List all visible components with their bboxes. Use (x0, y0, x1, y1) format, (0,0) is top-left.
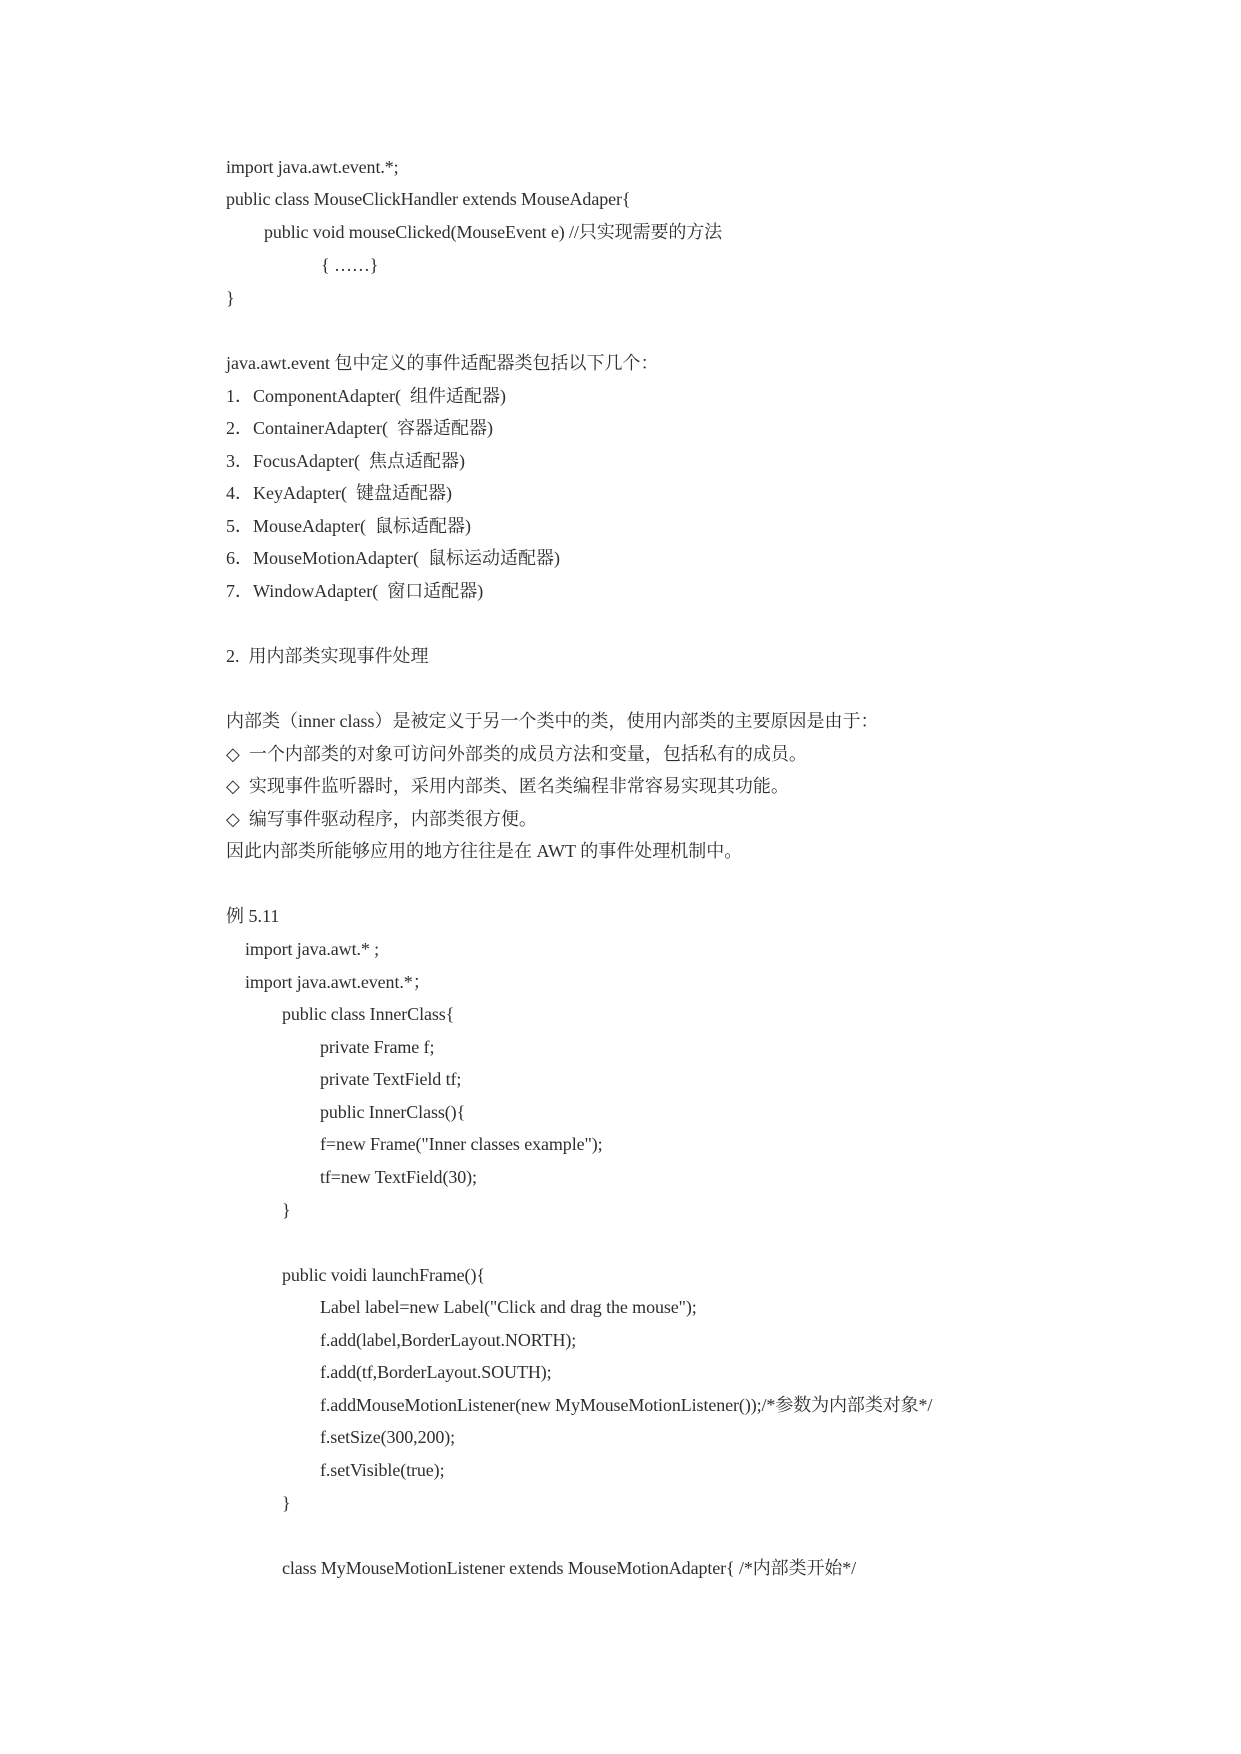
code-line: import java.awt.event.*； (245, 972, 431, 992)
paragraph: 内部类（inner class）是被定义于另一个类中的类，使用内部类的主要原因是由于： (226, 711, 879, 731)
code-line: import java.awt.event.*; (226, 157, 399, 177)
list-item: 1．ComponentAdapter( 组件适配器) (226, 386, 506, 406)
paragraph: 因此内部类所能够应用的地方往往是在 AWT 的事件处理机制中。 (226, 841, 743, 861)
list-item: 7．WindowAdapter( 窗口适配器) (226, 581, 484, 601)
paragraph: java.awt.event 包中定义的事件适配器类包括以下几个： (226, 353, 659, 373)
code-line: f.add(tf,BorderLayout.SOUTH); (320, 1362, 552, 1382)
code-line: private TextField tf; (320, 1069, 462, 1089)
code-line: public void mouseClicked(MouseEvent e) //只实现需要的方法 (264, 222, 723, 242)
code-line: tf=new TextField(30); (320, 1167, 477, 1187)
code-line: f.setVisible(true); (320, 1460, 445, 1480)
list-item: 2．ContainerAdapter( 容器适配器) (226, 418, 493, 438)
code-line: f=new Frame("Inner classes example"); (320, 1134, 603, 1154)
bullet-item: ◇ 编写事件驱动程序，内部类很方便。 (226, 809, 537, 829)
code-line: { ……} (321, 255, 379, 275)
section-heading: 2. 用内部类实现事件处理 (226, 646, 429, 666)
code-line: public InnerClass(){ (320, 1102, 466, 1122)
bullet-item: ◇ 实现事件监听器时，采用内部类、匿名类编程非常容易实现其功能。 (226, 776, 789, 796)
bullet-item: ◇ 一个内部类的对象可访问外部类的成员方法和变量，包括私有的成员。 (226, 744, 807, 764)
list-item: 5．MouseAdapter( 鼠标适配器) (226, 516, 471, 536)
code-line: public class InnerClass{ (282, 1004, 455, 1024)
code-line: } (226, 288, 235, 308)
code-line: class MyMouseMotionListener extends MouseMotionAdapter{ /*内部类开始*/ (282, 1558, 857, 1578)
list-item: 6．MouseMotionAdapter( 鼠标运动适配器) (226, 548, 560, 568)
list-item: 4．KeyAdapter( 键盘适配器) (226, 483, 452, 503)
code-line: import java.awt.* ; (245, 939, 380, 959)
code-line: f.setSize(300,200); (320, 1427, 456, 1447)
code-line: } (282, 1493, 291, 1513)
code-line: f.addMouseMotionListener(new MyMouseMotionListener());/*参数为内部类对象*/ (320, 1395, 933, 1415)
list-item: 3．FocusAdapter( 焦点适配器) (226, 451, 465, 471)
code-line: public class MouseClickHandler extends MouseAdaper{ (226, 189, 631, 209)
code-line: private Frame f; (320, 1037, 435, 1057)
code-line: f.add(label,BorderLayout.NORTH); (320, 1330, 577, 1350)
code-line: } (282, 1200, 291, 1220)
code-line: Label label=new Label("Click and drag the mouse"); (320, 1297, 697, 1317)
code-line: public voidi launchFrame(){ (282, 1265, 485, 1285)
example-title: 例 5.11 (226, 906, 280, 926)
